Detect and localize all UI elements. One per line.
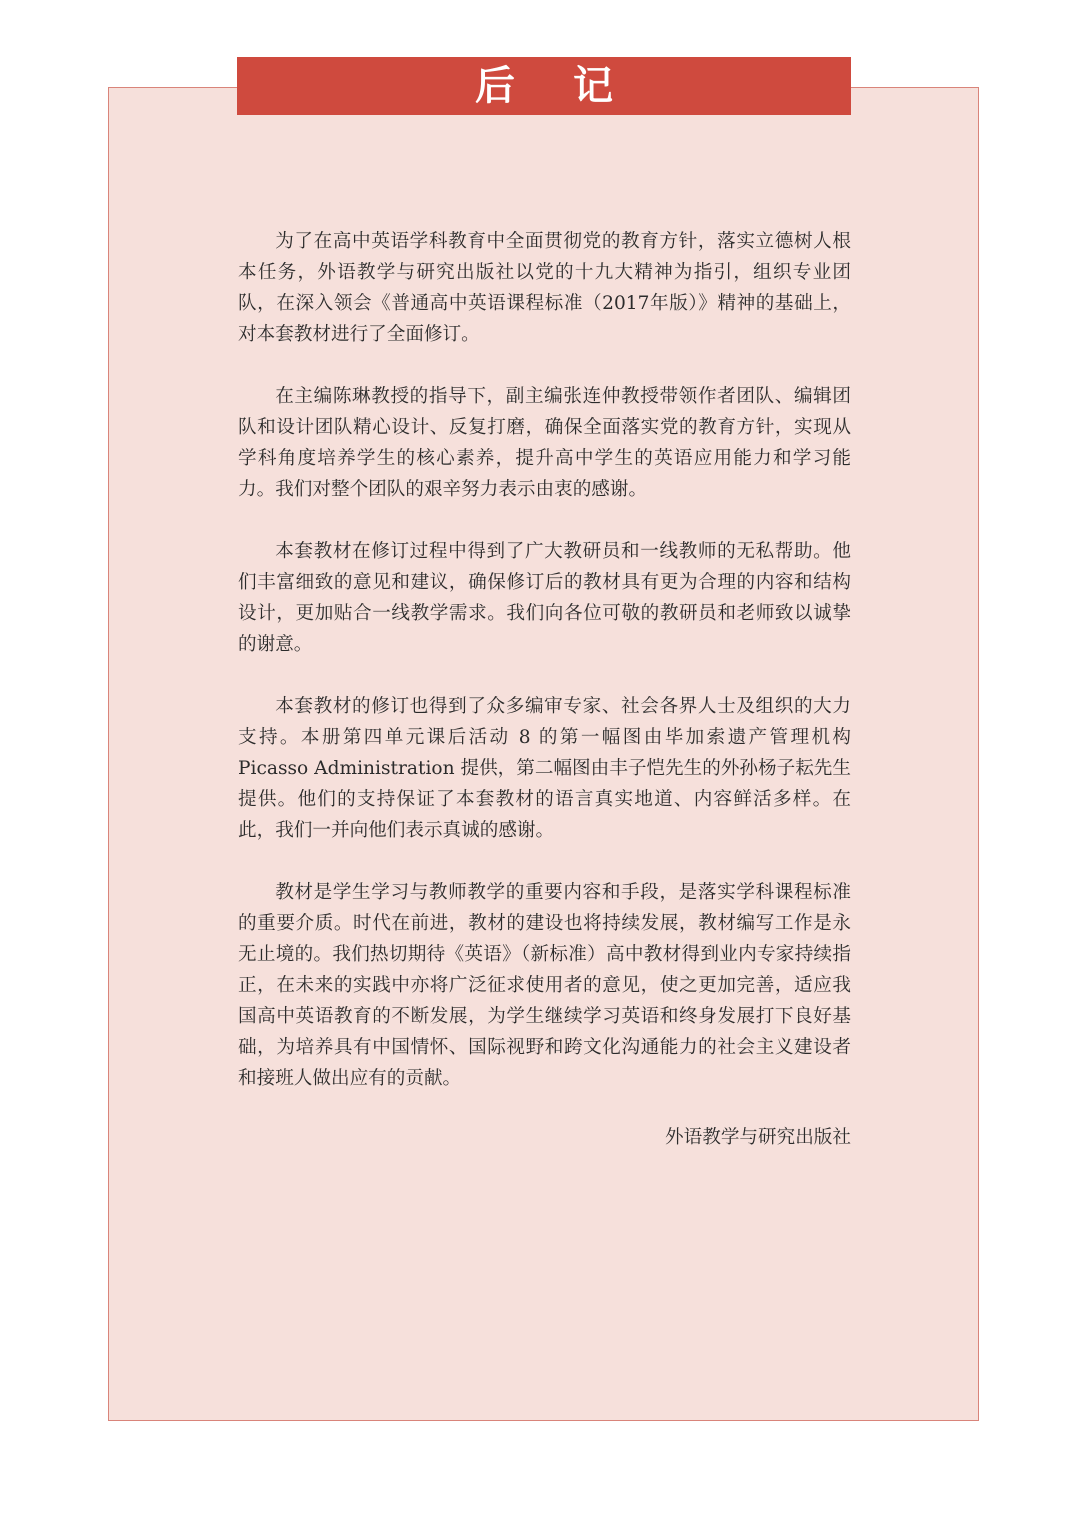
paragraph-1: 为了在高中英语学科教育中全面贯彻党的教育方针，落实立德树人根本任务，外语教学与研究出版社以党的十九大精神为指引，组织专业团队，在深入领会《普通高中英语课程标准（2017年版）》精神的基础上，对本套教材进行了全面修订。 [238, 231, 851, 345]
paragraph-3: 本套教材在修订过程中得到了广大教研员和一线教师的无私帮助。他们丰富细致的意见和建议，确保修订后的教材具有更为合理的内容和结构设计，更加贴合一线教学需求。我们向各位可敬的教研员和老师致以诚挚的谢意。 [238, 541, 851, 655]
paragraph-5: 教材是学生学习与教师教学的重要内容和手段，是落实学科课程标准的重要介质。时代在前进，教材的建设也将持续发展，教材编写工作是永无止境的。我们热切期待《英语》（新标准）高中教材得到业内专家持续指正，在未来的实践中亦将广泛征求使用者的意见，使之更加完善，适应我国高中英语教育的不断发展，为学生继续学习英语和终身发展打下良好基础，为培养具有中国情怀、国际视野和跨文化沟通能力的社会主义建设者和接班人做出应有的贡献。 [238, 882, 851, 1089]
title-banner [237, 57, 851, 115]
paragraph-2: 在主编陈琳教授的指导下，副主编张连仲教授带领作者团队、编辑团队和设计团队精心设计、反复打磨，确保全面落实党的教育方针，实现从学科角度培养学生的核心素养，提升高中学生的英语应用能力和学习能力。我们对整个团队的艰辛努力表示由衷的感谢。 [238, 386, 851, 500]
afterword-body [238, 226, 851, 1125]
publisher-signature: 外语教学与研究出版社 [665, 1127, 851, 1148]
page-title: 后 记 [475, 63, 635, 109]
paragraph-4: 本套教材的修订也得到了众多编审专家、社会各界人士及组织的大力支持。本册第四单元课后活动 8 的第一幅图由毕加索遗产管理机构 Picasso Administration 提供，第二幅图由丰子恺先生的外孙杨子耘先生提供。他们的支持保证了本套教材的语言真实地道、内容鲜活多样。在此，我们一并向他们表示真诚的感谢。 [238, 696, 851, 841]
